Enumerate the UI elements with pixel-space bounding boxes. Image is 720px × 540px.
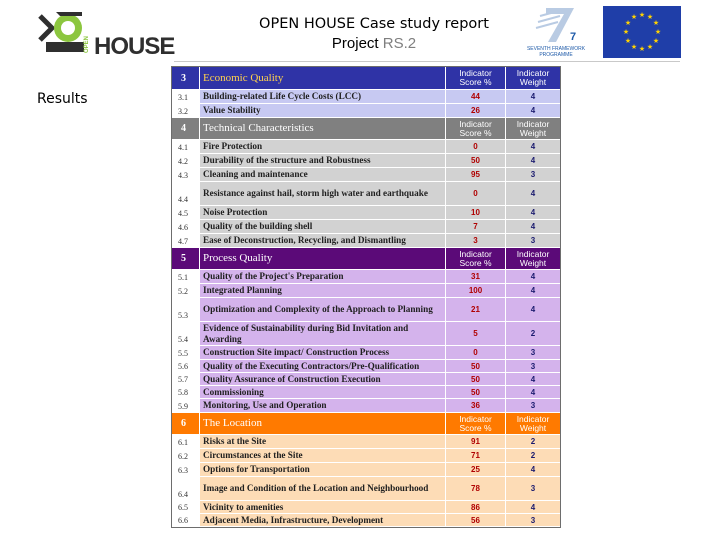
indicator-number: 6.1 [172, 435, 200, 449]
fp7-logo [522, 6, 590, 58]
weight-header-line1: Indicator [516, 118, 550, 129]
indicator-weight: 2 [506, 435, 560, 449]
indicator-name: Resistance against hail, storm high water and earthquake [200, 182, 446, 206]
svg-text:★: ★ [638, 45, 646, 53]
indicator-number: 4.2 [172, 154, 200, 168]
indicator-score: 31 [446, 270, 506, 284]
indicator-score: 50 [446, 373, 506, 386]
section-title: Technical Characteristics [200, 118, 446, 140]
table-row [172, 206, 560, 220]
indicator-score: 10 [446, 206, 506, 220]
indicator-weight: 4 [506, 220, 560, 234]
indicator-weight: 4 [506, 270, 560, 284]
weight-column-header [506, 67, 560, 90]
page-header-title [218, 14, 530, 54]
indicator-score: 91 [446, 435, 506, 449]
section-header-the-location [172, 413, 560, 435]
table-row [172, 514, 560, 527]
indicator-name: Monitoring, Use and Operation [200, 399, 446, 413]
indicator-number: 5.8 [172, 386, 200, 399]
weight-column-header [506, 248, 560, 270]
indicator-weight: 4 [506, 104, 560, 118]
indicator-score: 71 [446, 449, 506, 463]
table-row [172, 154, 560, 168]
fp7-numeral: 7 [570, 31, 577, 43]
section-header-economic-quality [172, 67, 560, 90]
indicator-name: Quality Assurance of Construction Execution [200, 373, 446, 386]
svg-text:★: ★ [646, 43, 654, 51]
project-code: RS.2 [382, 35, 417, 52]
fp7-caption-line1: SEVENTH FRAMEWORK [526, 46, 586, 52]
indicator-name: Optimization and Complexity of the Approach to Planning [200, 298, 446, 322]
score-column-header [446, 413, 506, 435]
indicator-number: 6.6 [172, 514, 200, 527]
weight-header-line2: Weight [519, 77, 547, 87]
indicator-weight: 3 [506, 360, 560, 373]
indicator-name: Fire Protection [200, 140, 446, 154]
indicator-score: 100 [446, 284, 506, 298]
svg-text:★: ★ [652, 37, 660, 45]
svg-text:★: ★ [624, 37, 632, 45]
score-header-line1: Indicator [459, 68, 492, 78]
table-row [172, 104, 560, 118]
indicator-table [171, 66, 561, 528]
indicator-number: 5.6 [172, 360, 200, 373]
table-row [172, 220, 560, 234]
indicator-name: Quality of the Project's Preparation [200, 270, 446, 284]
score-header-line1: Indicator [459, 248, 492, 259]
weight-header-line2: Weight [519, 257, 547, 268]
indicator-name: Quality of the Executing Contractors/Pre-Qualification [200, 360, 446, 373]
indicator-score: 3 [446, 234, 506, 248]
indicator-number: 5.7 [172, 373, 200, 386]
weight-column-header [506, 413, 560, 435]
indicator-number: 5.9 [172, 399, 200, 413]
section-title: Economic Quality [200, 67, 446, 90]
indicator-score: 21 [446, 298, 506, 322]
indicator-weight: 4 [506, 140, 560, 154]
indicator-weight: 2 [506, 322, 560, 346]
score-column-header [446, 67, 506, 90]
section-number: 3 [172, 67, 200, 90]
indicator-score: 7 [446, 220, 506, 234]
table-row [172, 298, 560, 322]
indicator-number: 4.5 [172, 206, 200, 220]
indicator-number: 4.7 [172, 234, 200, 248]
table-row [172, 234, 560, 248]
section-title: Process Quality [200, 248, 446, 270]
table-row [172, 449, 560, 463]
indicator-score: 36 [446, 399, 506, 413]
report-title: OPEN HOUSE Case study report [259, 16, 489, 32]
indicator-name: Adjacent Media, Infrastructure, Development [200, 514, 446, 527]
score-header-line1: Indicator [459, 118, 492, 129]
table-row [172, 168, 560, 182]
indicator-name: Quality of the building shell [200, 220, 446, 234]
indicator-number: 5.2 [172, 284, 200, 298]
indicator-weight: 3 [506, 477, 560, 501]
indicator-number: 6.4 [172, 477, 200, 501]
indicator-weight: 4 [506, 90, 560, 104]
table-row [172, 477, 560, 501]
indicator-score: 26 [446, 104, 506, 118]
indicator-weight: 3 [506, 346, 560, 360]
indicator-score: 50 [446, 360, 506, 373]
table-row [172, 435, 560, 449]
section-number: 5 [172, 248, 200, 270]
score-column-header [446, 118, 506, 140]
indicator-score: 0 [446, 140, 506, 154]
indicator-number: 4.4 [172, 182, 200, 206]
indicator-name: Durability of the structure and Robustness [200, 154, 446, 168]
project-label: Project [331, 35, 379, 52]
indicator-name: Building-related Life Cycle Costs (LCC) [200, 90, 446, 104]
indicator-weight: 2 [506, 449, 560, 463]
table-row [172, 270, 560, 284]
indicator-name: Circumstances at the Site [200, 449, 446, 463]
indicator-name: Construction Site impact/ Construction Process [200, 346, 446, 360]
score-header-line2: Score % [459, 422, 492, 433]
indicator-weight: 4 [506, 284, 560, 298]
table-row [172, 373, 560, 386]
indicator-score: 50 [446, 386, 506, 399]
indicator-number: 5.3 [172, 298, 200, 322]
section-header-process-quality [172, 248, 560, 270]
indicator-number: 6.5 [172, 501, 200, 514]
weight-column-header [506, 118, 560, 140]
indicator-score: 0 [446, 346, 506, 360]
table-row [172, 386, 560, 399]
indicator-name: Ease of Deconstruction, Recycling, and Dismantling [200, 234, 446, 248]
weight-header-line2: Weight [519, 422, 547, 433]
indicator-name: Cleaning and maintenance [200, 168, 446, 182]
indicator-number: 3.2 [172, 104, 200, 118]
indicator-score: 5 [446, 322, 506, 346]
indicator-name: Image and Condition of the Location and Neighbourhood [200, 477, 446, 501]
logo-house-text: HOUSE [94, 33, 175, 58]
indicator-weight: 4 [506, 463, 560, 477]
indicator-name: Noise Protection [200, 206, 446, 220]
indicator-name: Evidence of Sustainability during Bid Invitation and Awarding [200, 322, 446, 346]
indicator-score: 25 [446, 463, 506, 477]
indicator-number: 4.1 [172, 140, 200, 154]
table-row [172, 182, 560, 206]
indicator-score: 78 [446, 477, 506, 501]
indicator-weight: 3 [506, 234, 560, 248]
indicator-weight: 4 [506, 373, 560, 386]
weight-header-line1: Indicator [516, 68, 550, 78]
open-house-logo [36, 6, 176, 58]
indicator-weight: 4 [506, 206, 560, 220]
table-row [172, 501, 560, 514]
table-row [172, 463, 560, 477]
score-header-line1: Indicator [459, 413, 492, 424]
table-row [172, 346, 560, 360]
project-subtitle [218, 34, 530, 54]
indicator-weight: 4 [506, 182, 560, 206]
svg-text:★: ★ [638, 11, 646, 19]
indicator-name: Vicinity to amenities [200, 501, 446, 514]
table-row [172, 140, 560, 154]
indicator-name: Commissioning [200, 386, 446, 399]
weight-header-line1: Indicator [516, 248, 550, 259]
table-row [172, 322, 560, 346]
eu-flag [603, 6, 681, 58]
score-header-line2: Score % [459, 77, 492, 87]
indicator-number: 6.2 [172, 449, 200, 463]
indicator-name: Value Stability [200, 104, 446, 118]
weight-header-line1: Indicator [516, 413, 550, 424]
indicator-number: 5.1 [172, 270, 200, 284]
svg-text:★: ★ [630, 43, 638, 51]
results-label: Results [37, 91, 88, 107]
indicator-score: 50 [446, 154, 506, 168]
svg-text:★: ★ [622, 28, 630, 36]
indicator-weight: 4 [506, 298, 560, 322]
indicator-weight: 4 [506, 154, 560, 168]
table-row [172, 399, 560, 413]
section-title: The Location [200, 413, 446, 435]
indicator-name: Integrated Planning [200, 284, 446, 298]
indicator-number: 5.5 [172, 346, 200, 360]
svg-text:★: ★ [646, 13, 654, 21]
indicator-weight: 4 [506, 501, 560, 514]
indicator-name: Options for Transportation [200, 463, 446, 477]
indicator-number: 4.6 [172, 220, 200, 234]
table-row [172, 284, 560, 298]
indicator-score: 86 [446, 501, 506, 514]
indicator-score: 0 [446, 182, 506, 206]
logo-open-text: OPEN [84, 35, 90, 53]
table-row [172, 90, 560, 104]
section-number: 6 [172, 413, 200, 435]
indicator-score: 56 [446, 514, 506, 527]
indicator-number: 6.3 [172, 463, 200, 477]
svg-text:★: ★ [624, 19, 632, 27]
indicator-number: 3.1 [172, 90, 200, 104]
indicator-score: 44 [446, 90, 506, 104]
header-divider [174, 61, 680, 62]
svg-text:★: ★ [652, 19, 660, 27]
indicator-number: 5.4 [172, 322, 200, 346]
svg-text:★: ★ [630, 13, 638, 21]
fp7-caption-line2: PROGRAMME [539, 52, 573, 58]
indicator-score: 95 [446, 168, 506, 182]
score-header-line2: Score % [459, 127, 492, 138]
svg-text:★: ★ [654, 28, 662, 36]
score-header-line2: Score % [459, 257, 492, 268]
section-header-technical-characteristics [172, 118, 560, 140]
indicator-number: 4.3 [172, 168, 200, 182]
indicator-weight: 3 [506, 399, 560, 413]
table-row [172, 360, 560, 373]
indicator-weight: 3 [506, 168, 560, 182]
weight-header-line2: Weight [519, 127, 547, 138]
indicator-weight: 4 [506, 386, 560, 399]
indicator-name: Risks at the Site [200, 435, 446, 449]
score-column-header [446, 248, 506, 270]
indicator-weight: 3 [506, 514, 560, 527]
section-number: 4 [172, 118, 200, 140]
